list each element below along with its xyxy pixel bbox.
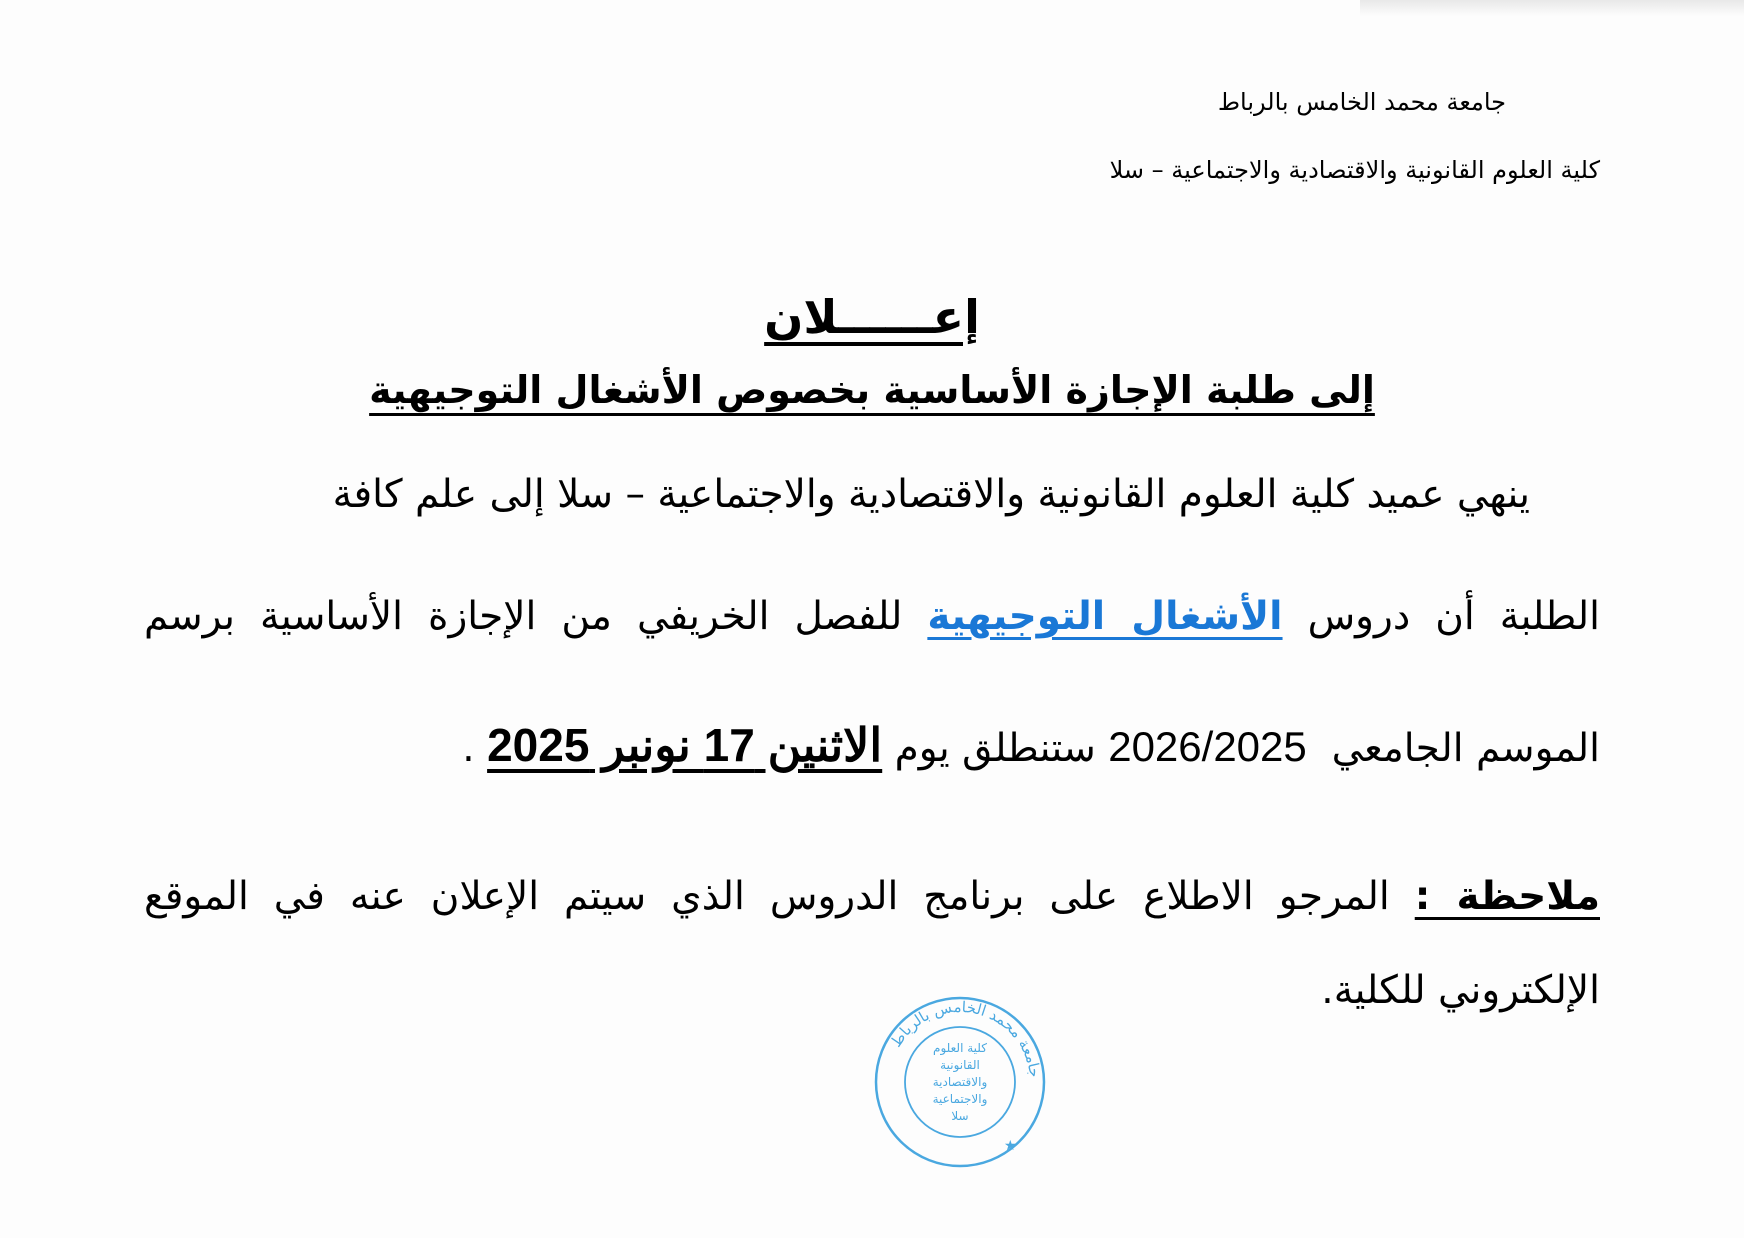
- highlighted-term: الأشغال التوجيهية: [927, 594, 1283, 639]
- faculty-stamp: [872, 994, 1048, 1170]
- note-label: ملاحظة :: [1414, 874, 1600, 919]
- body-line-3-mid: ستنطلق يوم: [894, 726, 1096, 771]
- note-line-2: الإلكتروني للكلية.: [1321, 968, 1600, 1013]
- faculty-name: كلية العلوم القانونية والاقتصادية والاجتماعية – سلا: [1109, 156, 1600, 184]
- body-line-3: [462, 718, 1600, 772]
- stamp-center-line: والاقتصادية: [932, 1075, 988, 1089]
- body-line-2-start: الطلبة أن دروس: [1307, 594, 1600, 639]
- body-line-2-end: للفصل الخريفي من الإجازة الأساسية برسم: [144, 594, 903, 639]
- stamp-center-line: كلية العلوم: [933, 1041, 987, 1055]
- announcement-title: إعــــــلان: [764, 290, 980, 344]
- note-line-1: [144, 874, 1600, 919]
- stamp-star-icon: ★: [1004, 1138, 1017, 1154]
- stamp-center-text: [933, 1041, 988, 1123]
- stamp-center-line: القانونية: [940, 1058, 980, 1072]
- body-line-3-start: الموسم الجامعي: [1331, 726, 1600, 771]
- scan-edge-mark: [1360, 0, 1744, 16]
- announcement-subtitle: إلى طلبة الإجازة الأساسية بخصوص الأشغال التوجيهية: [369, 368, 1375, 412]
- body-line-3-end: .: [462, 726, 475, 771]
- note-text: المرجو الاطلاع على برنامج الدروس الذي سيتم الإعلان عنه في الموقع: [144, 874, 1390, 919]
- start-date: الاثنين 17 نونبر 2025: [487, 719, 883, 771]
- body-line-2: [144, 594, 1600, 639]
- body-line-1: ينهي عميد كلية العلوم القانونية والاقتصادية والاجتماعية – سلا إلى علم كافة: [332, 472, 1530, 517]
- stamp-center-line: والاجتماعية: [932, 1092, 988, 1106]
- academic-year: 2026/2025: [1108, 723, 1307, 770]
- university-name: جامعة محمد الخامس بالرباط: [1217, 88, 1506, 116]
- stamp-center-line: سلا: [951, 1109, 969, 1123]
- stamp-ring-text: جامعة محمد الخامس بالرباط: [886, 997, 1044, 1079]
